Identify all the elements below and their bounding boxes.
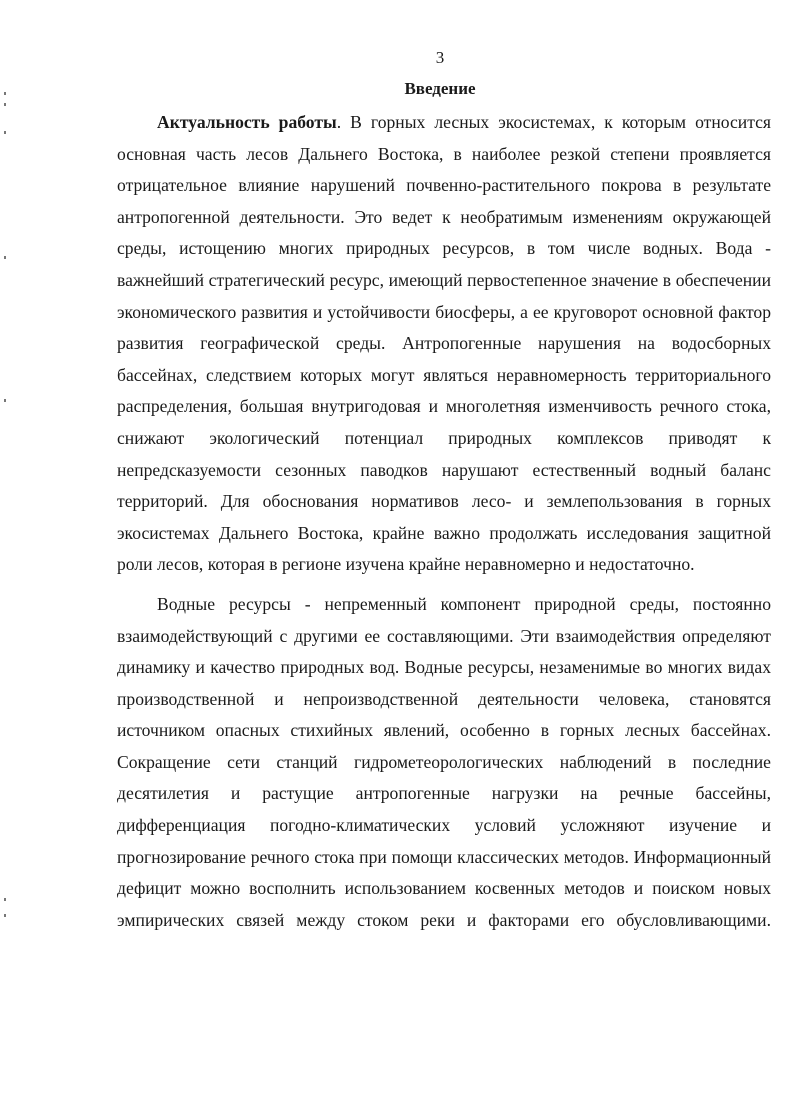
scan-speck	[4, 914, 6, 917]
paragraph-text: . В горных лесных экосистемах, к которым относится основная часть лесов Дальнего Востока, в наиболее резкой степени проявляется отрицательное влияние нарушений почвенно-растительного покрова в результате антропогенной деятельности. Это ведет к необратимым изменениям окружающей среды, истощению многих природных ресурсов, в том числе водных. Вода - важнейший стратегический ресурс, имеющий первостепенное значение в обеспечении экономического развития и устойчивости биосферы, а ее круговорот основной фактор развития географической среды. Антропогенные нарушения на водосборных бассейнах, следствием которых могут являться неравномерность территориального распределения, большая внутригодовая и многолетняя изменчивость речного стока, снижают экологический потенциал природных комплексов приводят к непредсказуемости сезонных паводков нарушают естественный водный баланс территорий. Для обоснования нормативов лесо- и землепользования в горных экосистемах Дальнего Востока, крайне важно продолжать исследования защитной роли лесов, которая в регионе изучена крайне неравномерно и недостаточно.	[117, 112, 772, 575]
scan-speck	[4, 898, 6, 901]
paragraph-text: Водные ресурсы - непременный компонент природной среды, постоянно взаимодействующий с другими ее составляющими. Эти взаимодействия определяют динамику и качество природных вод. Водные ресурсы, незаменимые во многих видах производственной и непроизводственной деятельности человека, становятся источником опасных стихийных явлений, особенно в горных лесных бассейнах. Сокращение сети станций гидрометеорологических наблюдений в последние десятилетия и растущие антропогенные нагрузки на речные бассейны, дифференциация погодно-климатических условий усложняют изучение и прогнозирование речного стока при помощи классических методов. Информационный дефицит можно восполнить использованием косвенных методов и поиском новых эмпирических связей между стоком реки и факторами его обусловливающими.	[117, 593, 771, 930]
scan-margin-marks	[4, 0, 10, 1095]
page-number: 3	[435, 48, 445, 67]
paragraph-lead: Актуальность работы	[157, 112, 337, 132]
scan-speck	[4, 256, 6, 259]
scan-speck	[4, 131, 6, 134]
scan-speck	[4, 399, 6, 402]
paragraph-water-resources	[117, 589, 771, 937]
section-heading: Введение	[404, 79, 476, 98]
paragraph-relevance	[117, 107, 771, 581]
body-text	[117, 107, 771, 936]
scan-speck	[4, 103, 6, 106]
